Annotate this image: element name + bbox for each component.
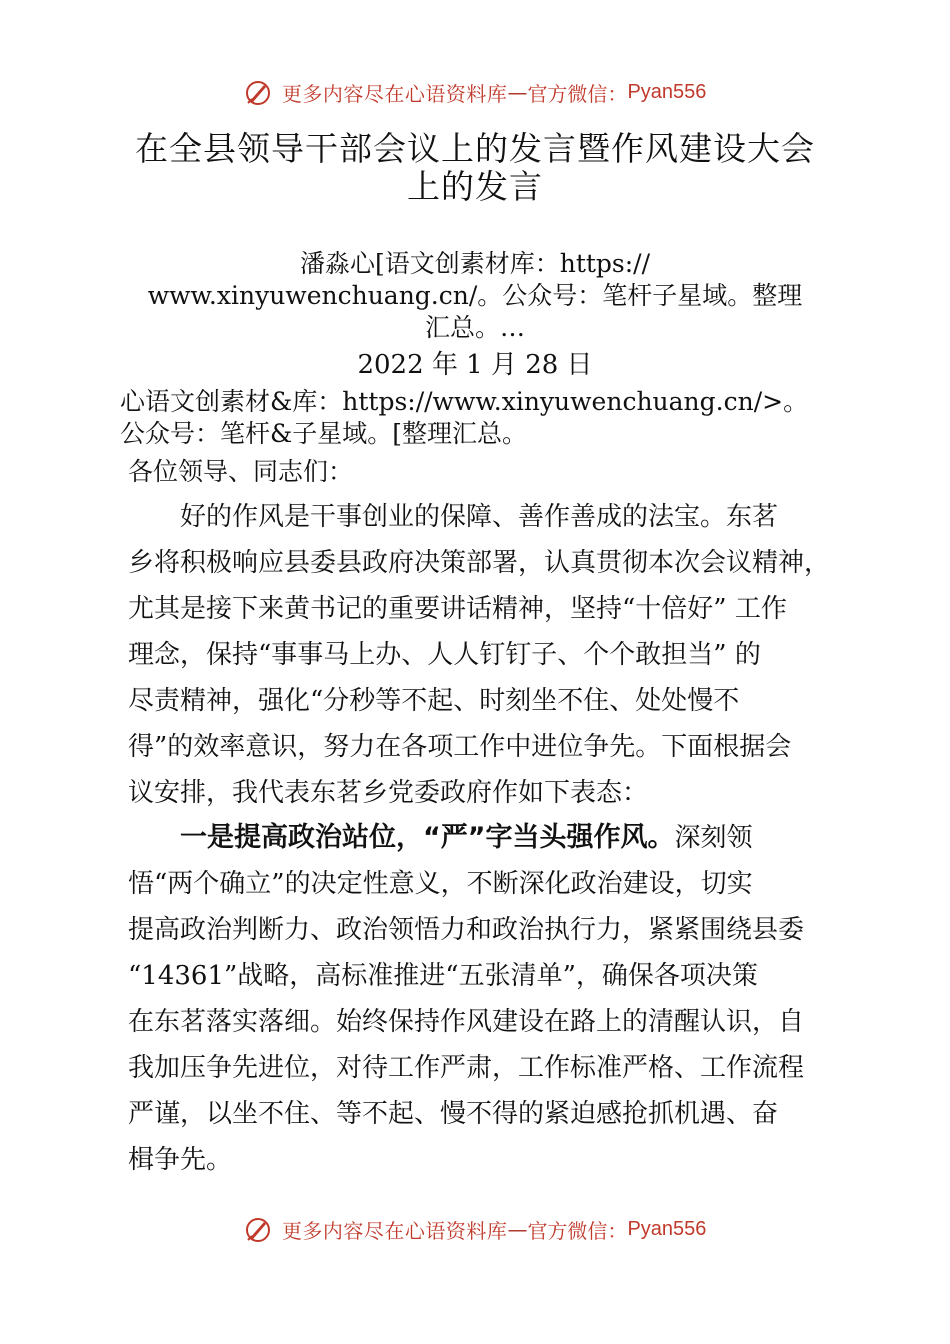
paragraph-line: 尽责精神，强化“分秒等不起、时刻坐不住、处处慢不	[128, 686, 740, 716]
banner-wechat-id: Pyan556	[627, 1218, 707, 1240]
banner-wechat-label: 官方微信：	[527, 1219, 628, 1243]
paragraph-line	[128, 815, 848, 861]
document-date: 2022 年 1 月 28 日	[357, 350, 593, 380]
paragraph-line: 严谨，以坐不住、等不起、慢不得的紧迫感抢抓机遇、奋	[128, 1099, 779, 1129]
point-one-heading: 一是提高政治站位，“严”字当头强作风。	[180, 822, 675, 853]
top-banner	[0, 78, 950, 107]
bottom-banner	[0, 1215, 950, 1244]
paragraph-line: “14361”战略，高标准推进“五张清单”，确保各项决策	[128, 961, 758, 991]
paragraph-line: 我加压争先进位，对待工作严肃，工作标准严格、工作流程	[128, 1053, 805, 1083]
banner-dash: —	[507, 80, 528, 105]
author-line-3: 汇总。…	[424, 313, 525, 342]
paragraph-point-one	[128, 815, 848, 1183]
paragraph-line: 理念，保持“事事马上办、人人钉钉子、个个敢担当” 的	[128, 640, 761, 670]
banner-wechat-label: 官方微信：	[527, 82, 628, 106]
title-line-1: 在全县领导干部会议上的发言暨作风建设大会	[135, 129, 815, 168]
paragraph-line: 得”的效率意识，努力在各项工作中进位争先。下面根据会	[128, 732, 792, 762]
banner-text: 更多内容尽在心语资料库	[281, 1219, 508, 1243]
banner-text: 更多内容尽在心语资料库	[281, 82, 508, 106]
paragraph-line: 议安排，我代表东茗乡党委政府作如下表态：	[128, 778, 649, 808]
document-title	[100, 130, 850, 206]
paragraph-intro	[128, 494, 848, 816]
greeting: 各位领导、同志们：	[128, 457, 354, 486]
source-note	[120, 386, 840, 450]
paragraph-line: 提高政治判断力、政治领悟力和政治执行力，紧紧围绕县委	[128, 915, 805, 945]
paragraph-line: 好的作风是干事创业的保障、善作善成的法宝。东茗	[128, 502, 779, 532]
note-line-1: 心语文创素材&库：https://www.xinyuwenchuang.cn/>。	[120, 387, 809, 416]
paragraph-line: 尤其是接下来黄书记的重要讲话精神，坚持“十倍好” 工作	[128, 594, 787, 624]
author-line-1: 潘淼心[语文创素材库：https://	[299, 249, 651, 278]
note-line-2: 公众号：笔杆&子星域。[整理汇总。	[120, 419, 528, 448]
paragraph-line: 楫争先。	[128, 1145, 233, 1175]
title-line-2: 上的发言	[407, 167, 543, 206]
author-block	[110, 248, 840, 344]
paragraph-line: 乡将积极响应县委县政府决策部署，认真贯彻本次会议精神，	[128, 548, 831, 578]
banner-wechat-id: Pyan556	[627, 81, 707, 103]
banner-dash: —	[507, 1217, 528, 1242]
paragraph-line: 在东茗落实落细。始终保持作风建设在路上的清醒认识，自	[128, 1007, 805, 1037]
point-one-lead: 深刻领	[674, 823, 753, 853]
quill-logo-icon	[244, 79, 272, 107]
paragraph-line: 悟“两个确立”的决定性意义，不断深化政治建设，切实	[128, 869, 753, 899]
author-line-2: www.xinyuwenchuang.cn/。公众号：笔杆子星域。整理	[147, 281, 803, 310]
quill-logo-icon	[244, 1216, 272, 1244]
